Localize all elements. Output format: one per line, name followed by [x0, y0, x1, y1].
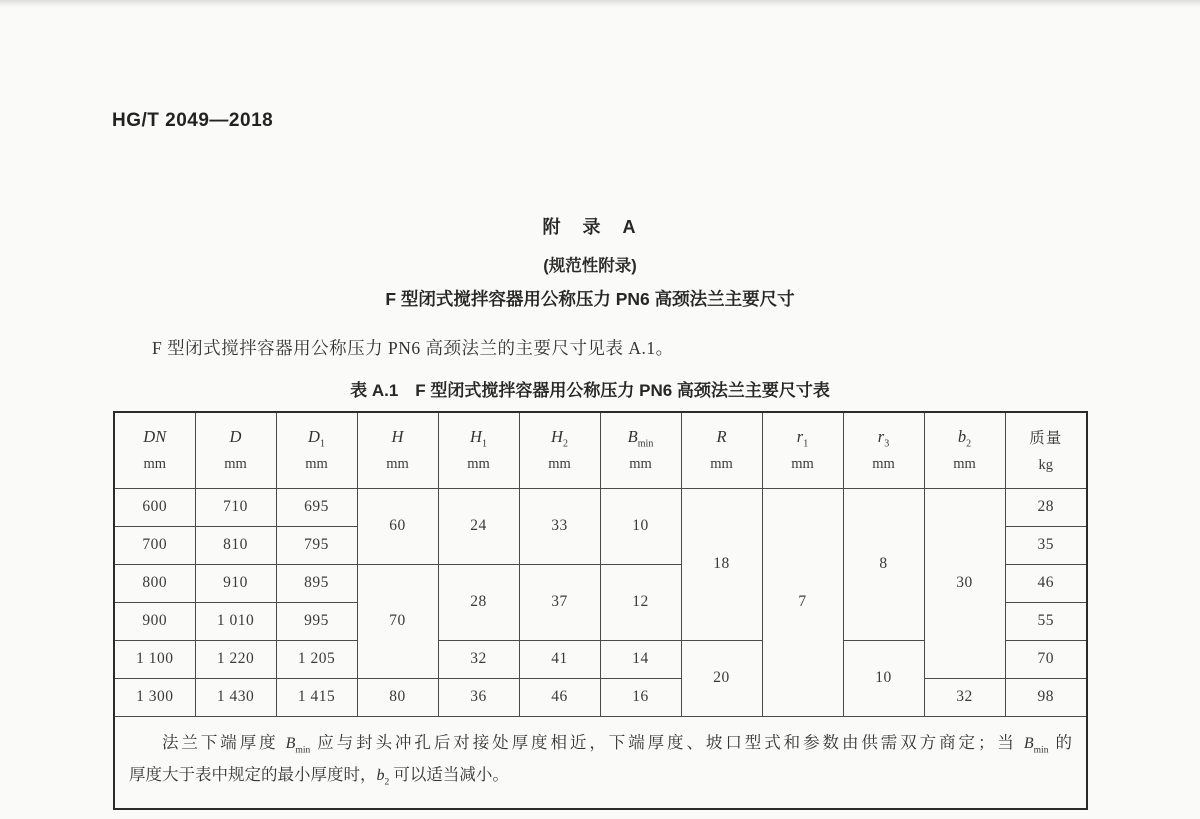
- cell-h1: 32: [438, 640, 519, 678]
- table-note-row: [114, 716, 1087, 809]
- cell-d1: 895: [276, 564, 357, 602]
- cell-h1: 24: [438, 488, 519, 564]
- cell-h: 70: [357, 564, 438, 678]
- header-d1: $D_1$ mm: [276, 412, 357, 488]
- cell-dn: 600: [114, 488, 195, 526]
- cell-dn: 900: [114, 602, 195, 640]
- header-mass: 质量 kg: [1005, 412, 1087, 488]
- appendix-subtitle: (规范性附录): [543, 257, 637, 275]
- cell-mass: 70: [1005, 640, 1087, 678]
- cell-h1: 36: [438, 678, 519, 716]
- cell-b2: 30: [924, 488, 1005, 678]
- cell-r3: 10: [843, 640, 924, 716]
- cell-h2: 37: [519, 564, 600, 640]
- footnote-line-2: 厚度大于表中规定的最小厚度时，$b_2$ 可以适当减小。: [129, 765, 509, 788]
- cell-mass: 98: [1005, 678, 1087, 716]
- cell-d: 1 010: [195, 602, 276, 640]
- cell-h2: 41: [519, 640, 600, 678]
- cell-bmin: 14: [600, 640, 681, 678]
- cell-mass: 55: [1005, 602, 1087, 640]
- cell-dn: 1 300: [114, 678, 195, 716]
- appendix-title: 附 录 A: [542, 217, 638, 237]
- cell-d1: 795: [276, 526, 357, 564]
- table-footnote: [114, 716, 1087, 809]
- cell-d: 710: [195, 488, 276, 526]
- cell-mass: 35: [1005, 526, 1087, 564]
- cell-d: 910: [195, 564, 276, 602]
- cell-d: 810: [195, 526, 276, 564]
- appendix-heading: F 型闭式搅拌容器用公称压力 PN6 高颈法兰主要尺寸: [385, 289, 795, 309]
- cell-d1: 695: [276, 488, 357, 526]
- cell-b2: 32: [924, 678, 1005, 716]
- header-bmin: $B_{min}$ mm: [600, 412, 681, 488]
- intro-paragraph: F 型闭式搅拌容器用公称压力 PN6 高颈法兰的主要尺寸见表 A.1。: [152, 338, 674, 358]
- cell-h2: 46: [519, 678, 600, 716]
- cell-d: 1 220: [195, 640, 276, 678]
- cell-r1: 7: [762, 488, 843, 716]
- cell-dn: 700: [114, 526, 195, 564]
- header-r1: $r_1$ mm: [762, 412, 843, 488]
- header-b2: $b_2$ mm: [924, 412, 1005, 488]
- cell-mass: 46: [1005, 564, 1087, 602]
- cell-bmin: 12: [600, 564, 681, 640]
- scan-edge-shadow: [0, 0, 1200, 7]
- cell-h1: 28: [438, 564, 519, 640]
- cell-bmin: 16: [600, 678, 681, 716]
- cell-r: 18: [681, 488, 762, 640]
- cell-d1: 1 415: [276, 678, 357, 716]
- cell-d1: 1 205: [276, 640, 357, 678]
- cell-bmin: 10: [600, 488, 681, 564]
- header-h1: $H_1$ mm: [438, 412, 519, 488]
- cell-r3: 8: [843, 488, 924, 640]
- footnote-line-1: 法兰下端厚度 $B_{min}$ 应与封头冲孔后对接处厚度相近，下端厚度、坡口型式和参数由供需双方商定；当 $B_{min}$ 的: [162, 732, 1073, 755]
- cell-r: 20: [681, 640, 762, 716]
- cell-h: 80: [357, 678, 438, 716]
- table-row-dn600: [114, 488, 1087, 526]
- cell-h2: 33: [519, 488, 600, 564]
- standard-number: HG/T 2049—2018: [112, 110, 274, 131]
- cell-d1: 995: [276, 602, 357, 640]
- header-h2: $H_2$ mm: [519, 412, 600, 488]
- table-header-row: [114, 412, 1087, 488]
- header-dn: DN mm: [114, 412, 195, 488]
- cell-dn: 1 100: [114, 640, 195, 678]
- table-row-dn1300: [114, 678, 1087, 716]
- cell-d: 1 430: [195, 678, 276, 716]
- table-caption: 表 A.1 F 型闭式搅拌容器用公称压力 PN6 高颈法兰主要尺寸表: [350, 381, 830, 400]
- header-h: H mm: [357, 412, 438, 488]
- cell-dn: 800: [114, 564, 195, 602]
- flange-dimension-table: [113, 411, 1088, 810]
- header-r3: $r_3$ mm: [843, 412, 924, 488]
- cell-h: 60: [357, 488, 438, 564]
- cell-mass: 28: [1005, 488, 1087, 526]
- header-r: R mm: [681, 412, 762, 488]
- header-d: D mm: [195, 412, 276, 488]
